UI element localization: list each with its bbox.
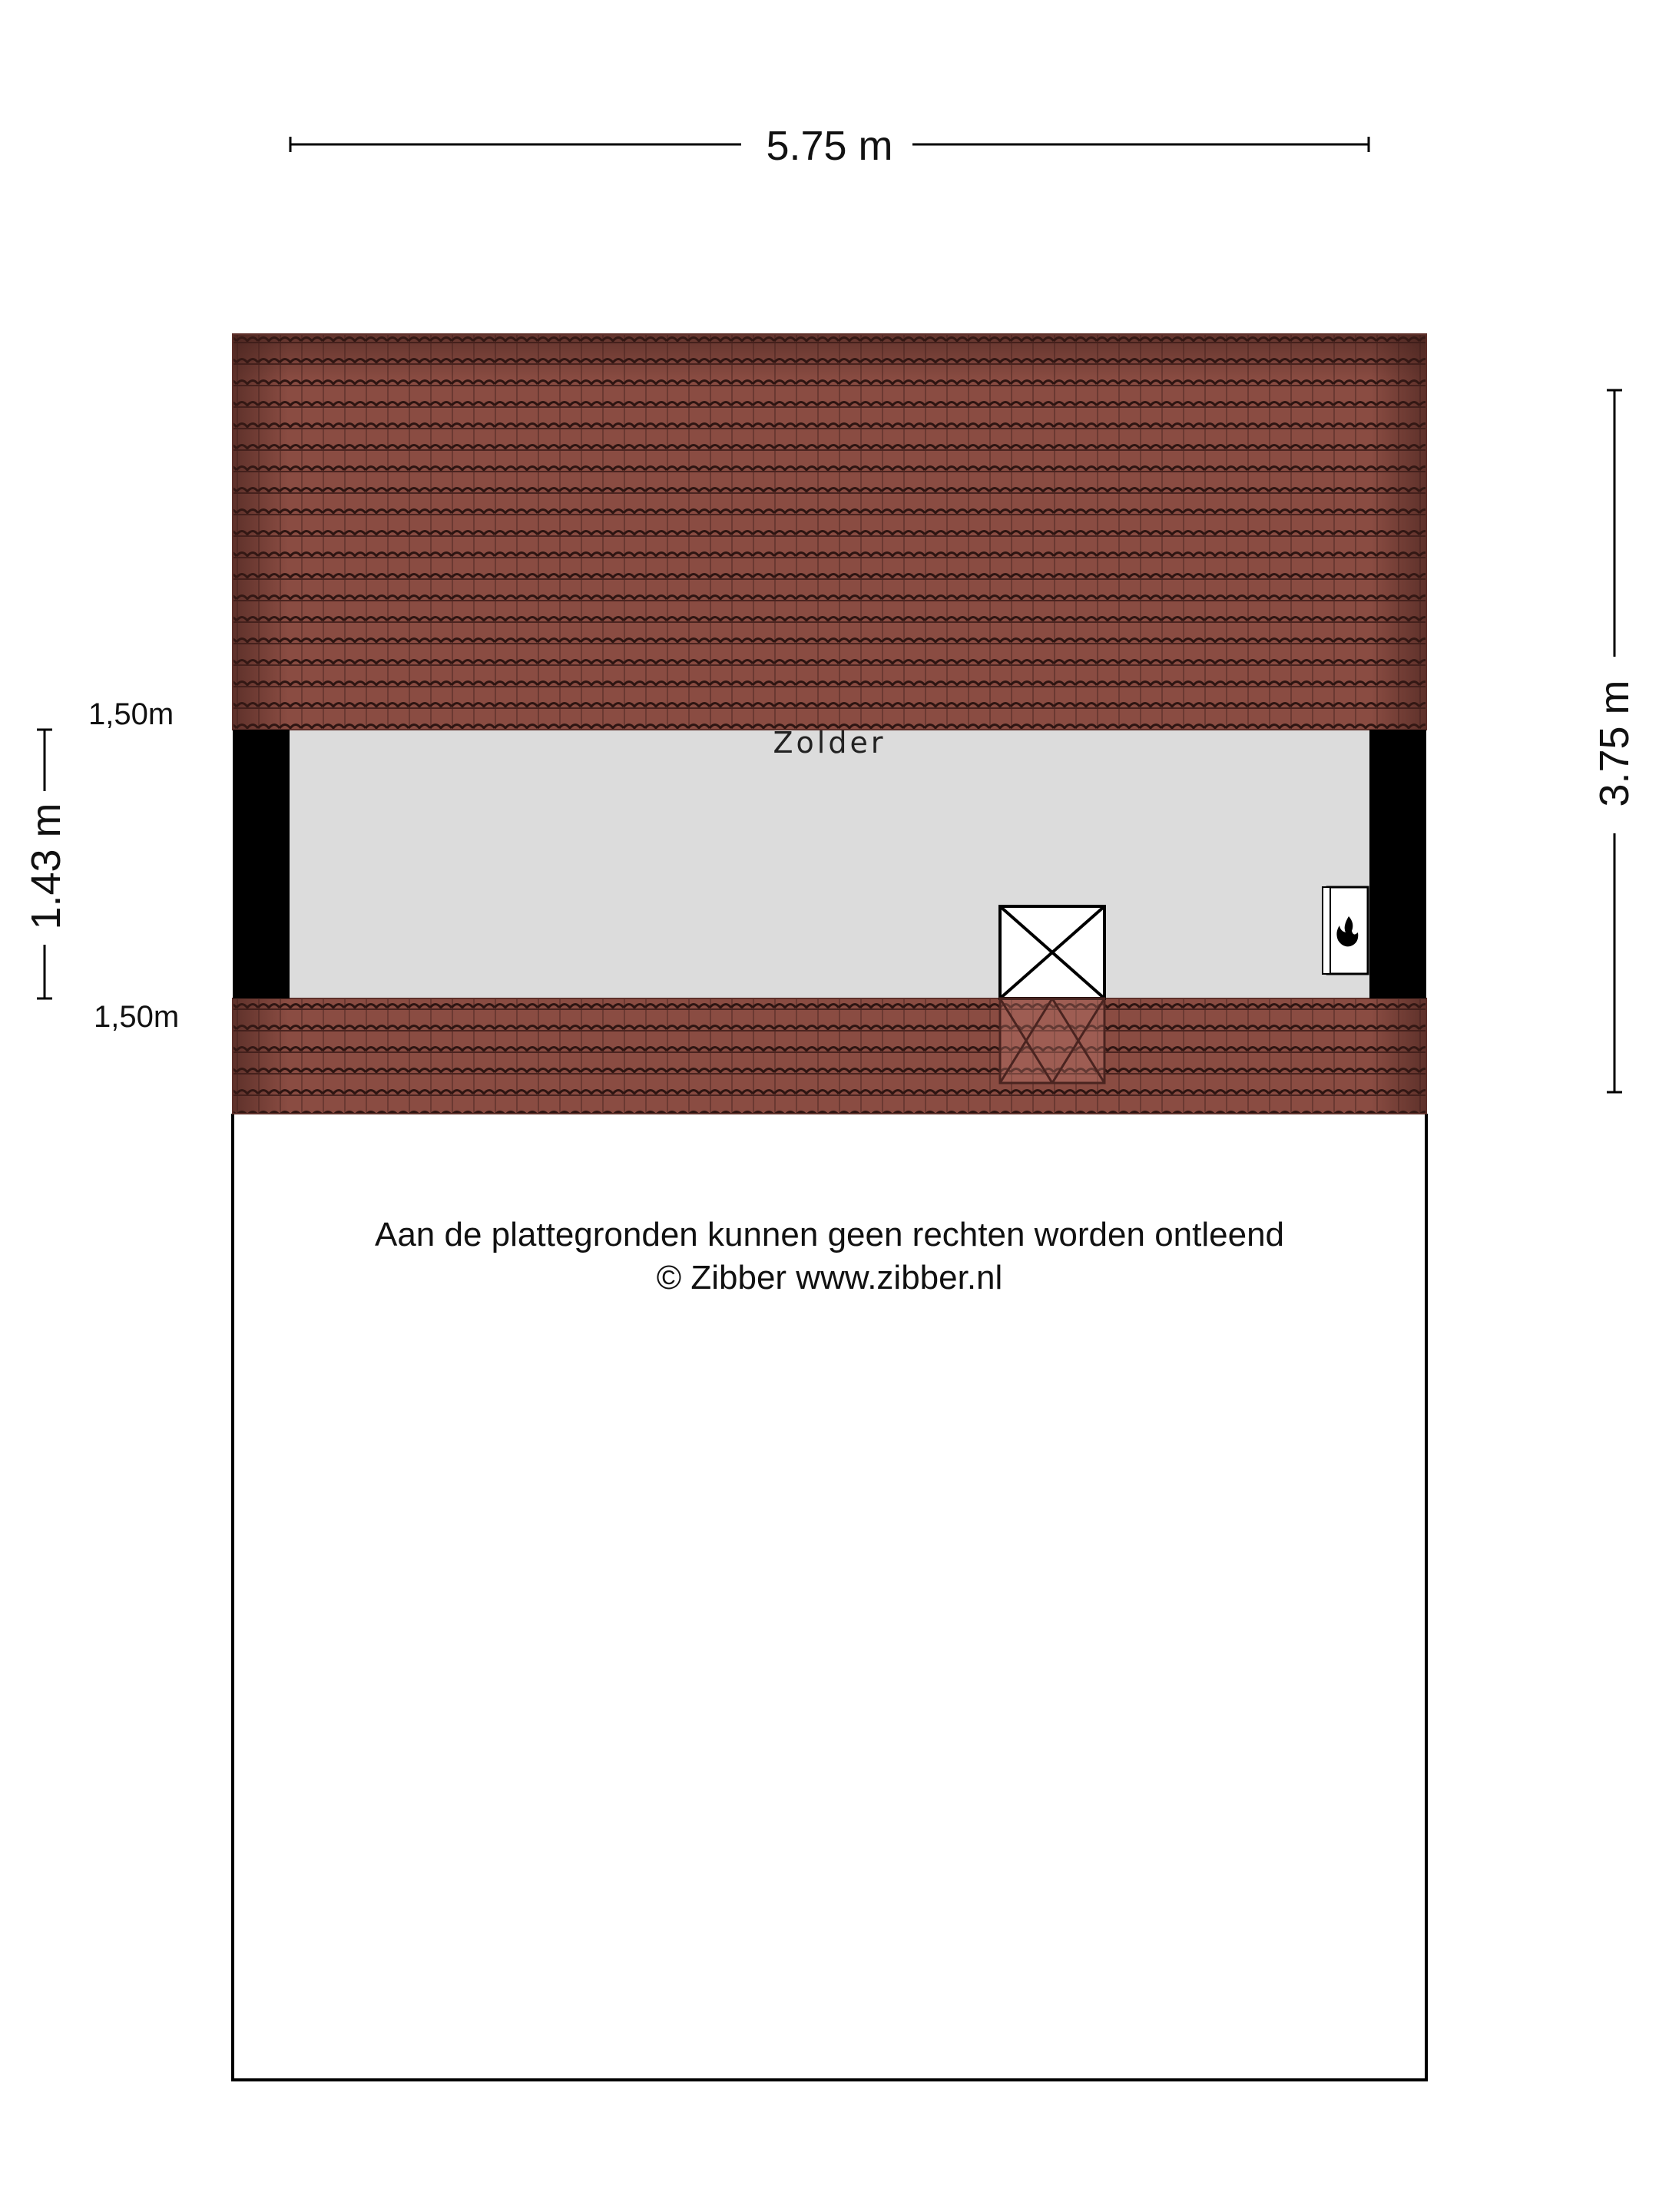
roof-slope-bottom — [233, 998, 1426, 1114]
dimension-right-label: 3.75 m — [1591, 680, 1637, 807]
disclaimer-line-1: Aan de plattegronden kunnen geen rechten worden ontleend — [374, 1216, 1285, 1253]
gable-wall-left — [233, 730, 290, 998]
gable-wall-right — [1369, 730, 1426, 998]
hatch-cross-icon — [1000, 906, 1104, 1083]
knee-wall-label-bottom: 1,50m — [94, 1000, 180, 1034]
dimension-left-label: 1.43 m — [23, 803, 69, 930]
disclaimer-line-2: © Zibber www.zibber.nl — [656, 1259, 1003, 1296]
dimension-right — [1591, 390, 1637, 1092]
roof-slope-top — [233, 334, 1426, 730]
attic-floor — [233, 730, 1426, 998]
room-label-attic: Zolder — [773, 726, 886, 760]
dimension-top — [290, 123, 1369, 169]
boiler-flame-icon — [1323, 887, 1368, 974]
dimension-left — [23, 730, 69, 998]
knee-wall-label-top: 1,50m — [88, 697, 174, 731]
dimension-top-label: 5.75 m — [766, 123, 893, 169]
